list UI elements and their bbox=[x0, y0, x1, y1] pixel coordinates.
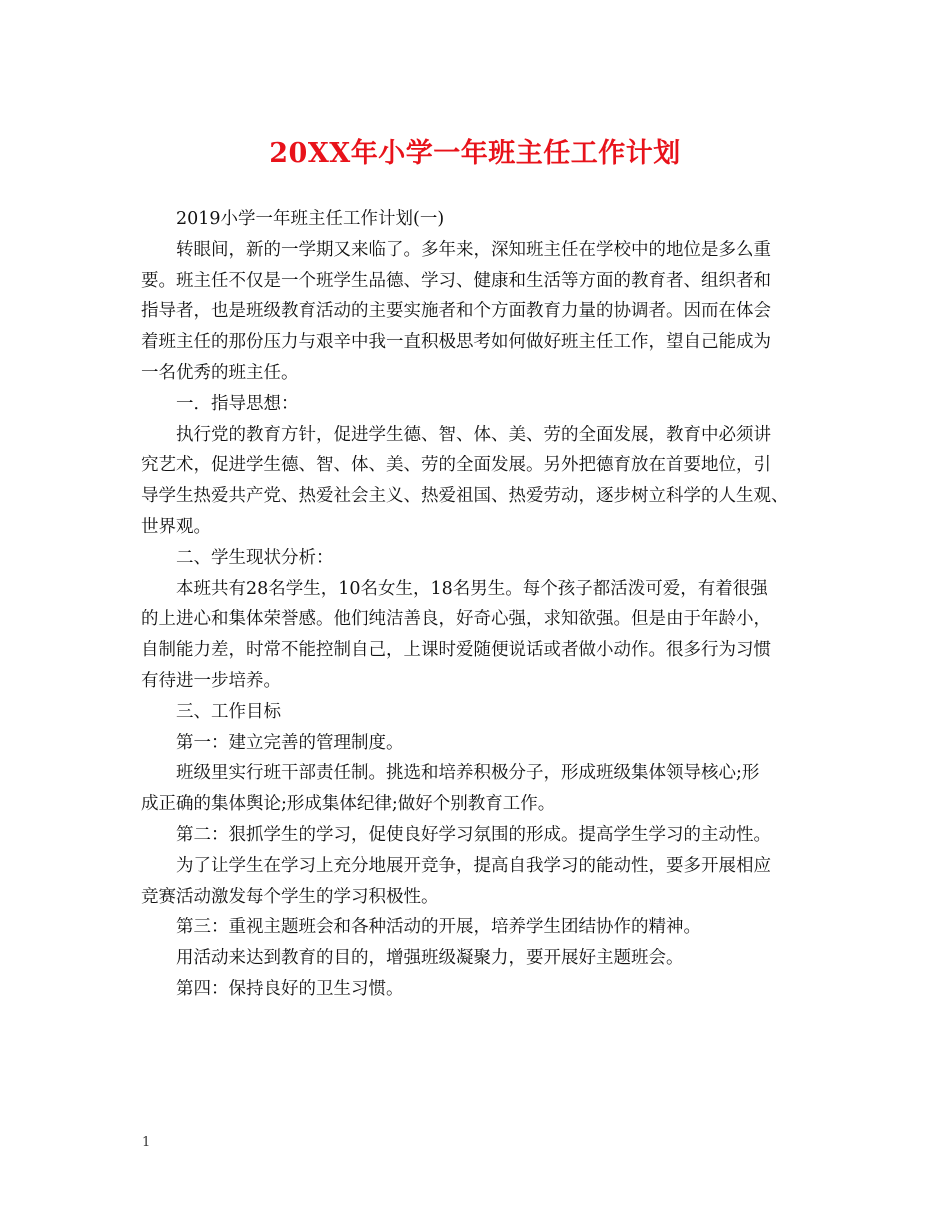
document-title: 20XX年小学一年班主任工作计划 bbox=[269, 138, 681, 169]
paragraph-line: 导学生热爱共产党、热爱社会主义、热爱祖国、热爱劳动，逐步树立科学的人生观、 bbox=[141, 486, 789, 507]
paragraph-line: 要。班主任不仅是一个班学生品德、学习、健康和生活等方面的教育者、组织者和 bbox=[141, 270, 771, 291]
paragraph-line: 究艺术，促进学生德、智、体、美、劳的全面发展。另外把德育放在首要地位，引 bbox=[141, 455, 771, 476]
section-heading: 一．指导思想： bbox=[176, 393, 299, 414]
paragraph-line: 的上进心和集体荣誉感。他们纯洁善良，好奇心强，求知欲强。但是由于年龄小， bbox=[141, 609, 771, 630]
paragraph-line: 执行党的教育方针，促进学生德、智、体、美、劳的全面发展，教育中必须讲 bbox=[176, 424, 771, 445]
paragraph-line: 竞赛活动激发每个学生的学习积极性。 bbox=[141, 886, 439, 907]
section-heading: 三、工作目标 bbox=[176, 701, 281, 722]
section-heading: 2019小学一年班主任工作计划(一) bbox=[176, 209, 445, 229]
document-body bbox=[141, 204, 826, 1005]
paragraph-line: 用活动来达到教育的目的，增强班级凝聚力，要开展好主题班会。 bbox=[176, 948, 684, 969]
paragraph-line: 指导者，也是班级教育活动的主要实施者和个方面教育力量的协调者。因而在体会 bbox=[141, 301, 771, 322]
paragraph-line: 第一：建立完善的管理制度。 bbox=[176, 732, 404, 753]
section-heading: 二、学生现状分析： bbox=[176, 547, 334, 568]
paragraph-line: 有待进一步培养。 bbox=[141, 670, 281, 691]
paragraph-line: 第三：重视主题班会和各种活动的开展，培养学生团结协作的精神。 bbox=[176, 917, 701, 938]
paragraph-line: 第二：狠抓学生的学习，促使良好学习氛围的形成。提高学生学习的主动性。 bbox=[176, 824, 771, 845]
paragraph-line: 班级里实行班干部责任制。挑选和培养积极分子，形成班级集体领导核心;形 bbox=[176, 763, 760, 784]
paragraph-line: 着班主任的那份压力与艰辛中我一直积极思考如何做好班主任工作，望自己能成为 bbox=[141, 332, 771, 353]
paragraph-line: 成正确的集体舆论;形成集体纪律;做好个别教育工作。 bbox=[141, 794, 556, 815]
paragraph-line: 自制能力差，时常不能控制自己，上课时爱随便说话或者做小动作。很多行为习惯 bbox=[141, 640, 771, 661]
paragraph-line: 本班共有28名学生，10名女生，18名男生。每个孩子都活泼可爱，有着很强 bbox=[176, 578, 768, 599]
page-number: 1 bbox=[142, 1135, 151, 1150]
paragraph-line: 第四：保持良好的卫生习惯。 bbox=[176, 978, 404, 999]
paragraph-line: 转眼间，新的一学期又来临了。多年来，深知班主任在学校中的地位是多么重 bbox=[176, 239, 771, 260]
paragraph-line: 为了让学生在学习上充分地展开竞争，提高自我学习的能动性，要多开展相应 bbox=[176, 855, 771, 876]
paragraph-line: 一名优秀的班主任。 bbox=[141, 362, 299, 383]
paragraph-line: 世界观。 bbox=[141, 516, 211, 537]
